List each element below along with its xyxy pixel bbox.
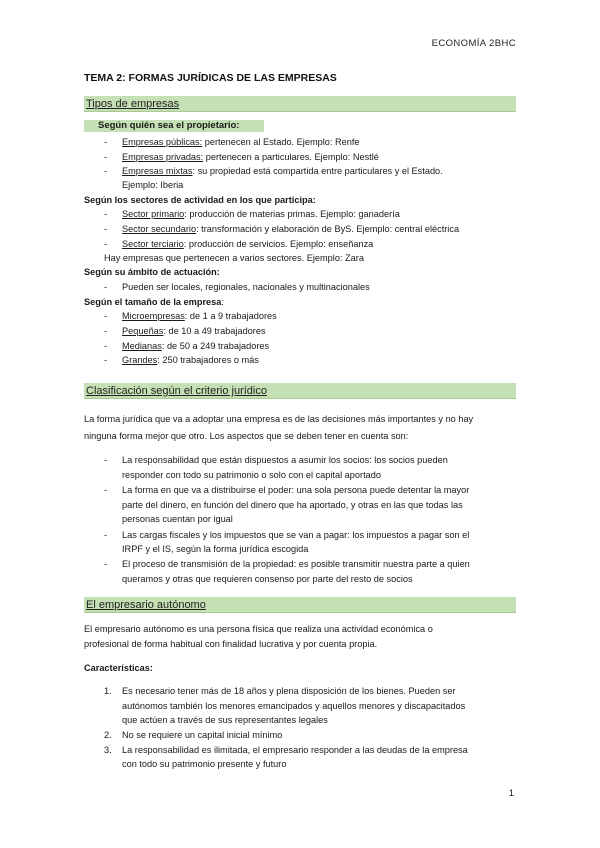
bullet-dash: -: [104, 341, 108, 351]
section-heading-autonomo: El empresario autónomo: [84, 597, 516, 613]
list-item: El proceso de transmisión de la propiedad: es posible transmitir nuestra parte a quien: [122, 559, 470, 569]
section-heading-tipos: Tipos de empresas: [84, 96, 516, 112]
bullet-dash: -: [104, 152, 108, 162]
bullet-dash: -: [104, 224, 108, 234]
list-item: Pueden ser locales, regionales, nacionales y multinacionales: [122, 282, 370, 292]
list-item: Sector secundario: transformación y elaboración de ByS. Ejemplo: central eléctrica: [122, 224, 460, 234]
bullet-dash: -: [104, 530, 108, 540]
bullet-dash: -: [104, 209, 108, 219]
page-number: 1: [508, 788, 514, 799]
section-heading-clasificacion: Clasificación según el criterio jurídico: [84, 383, 516, 399]
bullet-dash: -: [104, 559, 108, 569]
list-item-continuation: personas cuentan por igual: [122, 514, 233, 524]
list-item-continuation: autónomos también los menores emancipados y aquellos menores y discapacitados: [122, 701, 466, 711]
list-item-continuation: parte del dinero, en función del dinero que ha aportado, y otras en las que todas las: [122, 500, 463, 510]
paragraph-line: La forma jurídica que va a adoptar una empresa es de las decisiones más importantes y no hay: [84, 414, 474, 424]
note-text: Hay empresas que pertenecen a varios sectores. Ejemplo: Zara: [104, 253, 364, 263]
bullet-dash: -: [104, 282, 108, 292]
list-item: Microempresas: de 1 a 9 trabajadores: [122, 311, 277, 321]
bullet-dash: -: [104, 239, 108, 249]
list-item: Grandes: 250 trabajadores o más: [122, 355, 259, 365]
list-item-continuation: IRPF y el IS, según la forma jurídica escogida: [122, 544, 309, 554]
list-item: Sector terciario: producción de servicios. Ejemplo: enseñanza: [122, 239, 374, 249]
list-number: 3.: [104, 745, 112, 755]
list-number: 1.: [104, 686, 112, 696]
bullet-dash: -: [104, 326, 108, 336]
list-item: Es necesario tener más de 18 años y plena disposición de los bienes. Pueden ser: [122, 686, 456, 696]
list-item: Empresas públicas: pertenecen al Estado. Ejemplo: Renfe: [122, 137, 360, 147]
list-item: La responsabilidad que están dispuestos a asumir los socios: los socios pueden: [122, 455, 448, 465]
list-item: La forma en que va a distribuirse el poder: una sola persona puede detentar la mayor: [122, 485, 470, 495]
bullet-dash: -: [104, 485, 108, 495]
bullet-dash: -: [104, 137, 108, 147]
list-item: No se requiere un capital inicial mínimo: [122, 730, 283, 740]
list-number: 2.: [104, 730, 112, 740]
list-item: Empresas mixtas: su propiedad está compartida entre particulares y el Estado.: [122, 166, 443, 176]
list-item: Empresas privadas: pertenecen a particulares. Ejemplo: Nestlé: [122, 152, 379, 162]
document-title: TEMA 2: FORMAS JURÍDICAS DE LAS EMPRESAS: [84, 72, 337, 84]
list-item: Pequeñas: de 10 a 49 trabajadores: [122, 326, 266, 336]
bullet-dash: -: [104, 166, 108, 176]
list-item-continuation: queramos y otras que requieren consenso por parte del resto de socios: [122, 574, 413, 584]
paragraph-line: profesional de forma habitual con finalidad lucrativa y por cuenta propia.: [84, 639, 378, 649]
subheading-propietario: Según quién sea el propietario:: [84, 120, 264, 132]
paragraph-line: ninguna forma mejor que otro. Los aspectos que se deben tener en cuenta son:: [84, 431, 409, 441]
subheading-ambito: Según su ámbito de actuación:: [84, 267, 220, 277]
caracteristicas-label: Características:: [84, 663, 153, 673]
course-header: ECONOMÍA 2BHC: [431, 38, 516, 49]
list-item-continuation: con todo su patrimonio presente y futuro: [122, 759, 287, 769]
subheading-tamano: Según el tamaño de la empresa:: [84, 297, 224, 307]
list-item: Sector primario: producción de materias primas. Ejemplo: ganadería: [122, 209, 400, 219]
bullet-dash: -: [104, 311, 108, 321]
list-item-continuation: responder con todo su patrimonio o solo con el capital aportado: [122, 470, 381, 480]
list-item: La responsabilidad es ilimitada, el empresario responder a las deudas de la empresa: [122, 745, 468, 755]
list-item: Medianas: de 50 a 249 trabajadores: [122, 341, 270, 351]
list-item-continuation: que actúen a través de sus representantes legales: [122, 715, 328, 725]
subheading-sectores: Según los sectores de actividad en los que participa:: [84, 195, 316, 205]
paragraph-line: El empresario autónomo es una persona física que realiza una actividad económica o: [84, 624, 433, 634]
bullet-dash: -: [104, 355, 108, 365]
list-item: Las cargas fiscales y los impuestos que se van a pagar: los impuestos a pagar son el: [122, 530, 470, 540]
list-item-continuation: Ejemplo: Iberia: [122, 180, 184, 190]
bullet-dash: -: [104, 455, 108, 465]
